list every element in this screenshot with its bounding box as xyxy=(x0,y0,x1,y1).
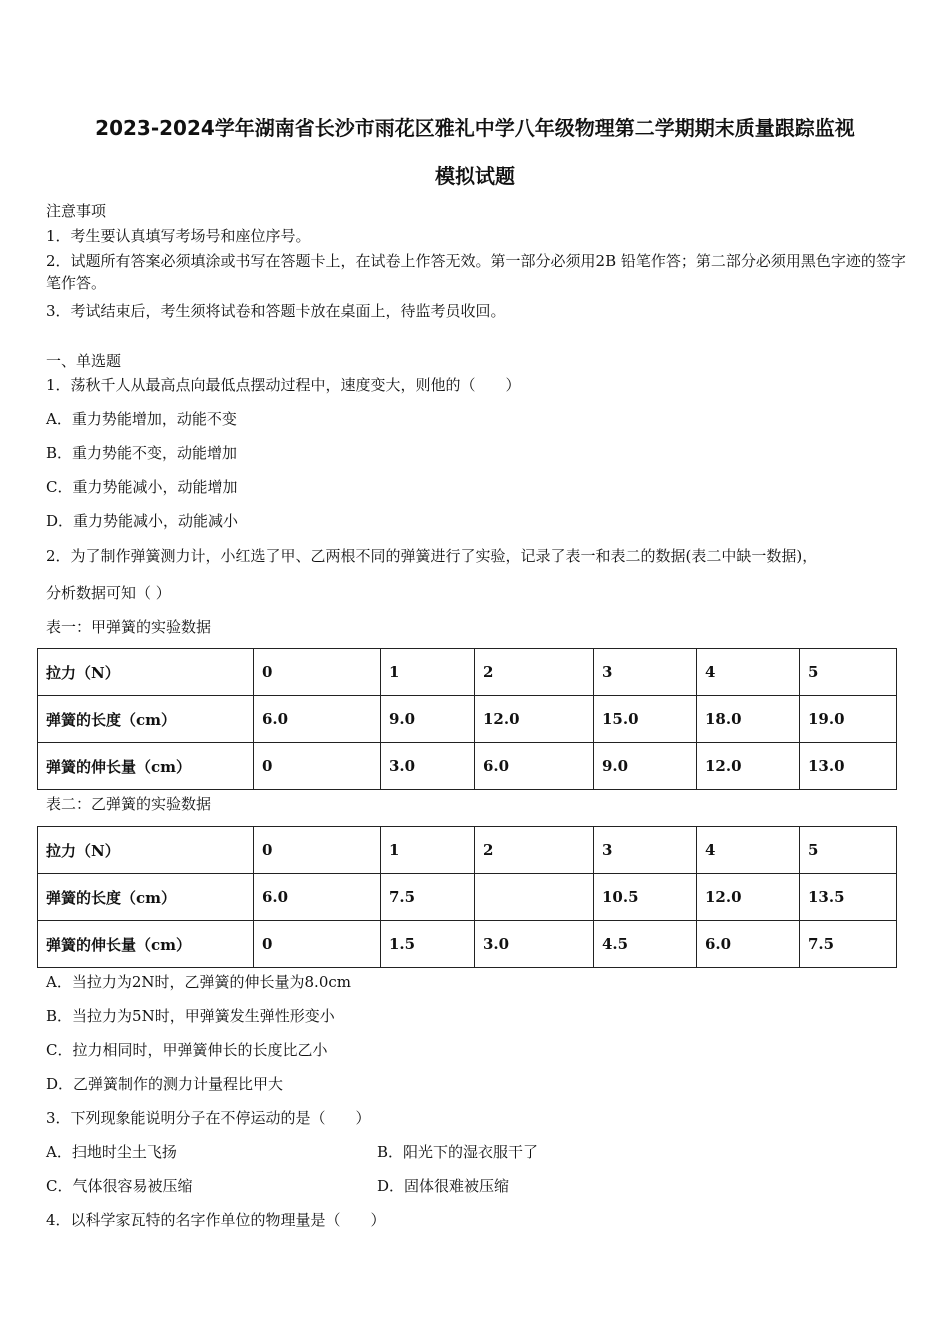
table-cell: 5 xyxy=(800,827,897,874)
table-cell: 弹簧的长度（cm） xyxy=(38,874,254,921)
table-cell: 6.0 xyxy=(254,874,381,921)
table-cell: 13.0 xyxy=(800,743,897,790)
table-cell: 12.0 xyxy=(697,874,800,921)
table-cell: 拉力（N） xyxy=(38,827,254,874)
table-cell: 弹簧的伸长量（cm） xyxy=(38,921,254,968)
table-cell: 0 xyxy=(254,649,381,696)
table-cell: 4 xyxy=(697,649,800,696)
table-row xyxy=(38,743,897,790)
question-3-stem: 3．下列现象能说明分子在不停运动的是（ ） xyxy=(46,1109,371,1127)
table-row xyxy=(38,696,897,743)
page-title-line2: 模拟试题 xyxy=(435,164,515,188)
table-cell: 6.0 xyxy=(254,696,381,743)
table-cell: 7.5 xyxy=(381,874,475,921)
table-cell xyxy=(475,874,594,921)
table-cell: 2 xyxy=(475,827,594,874)
table-cell: 10.5 xyxy=(594,874,697,921)
table1 xyxy=(37,648,897,790)
question-1-option-b: B．重力势能不变，动能增加 xyxy=(46,444,238,462)
question-2-option-c: C．拉力相同时，甲弹簧伸长的长度比乙小 xyxy=(46,1041,328,1059)
table-cell: 0 xyxy=(254,743,381,790)
table-cell: 9.0 xyxy=(381,696,475,743)
table-cell: 12.0 xyxy=(475,696,594,743)
question-2-stem-line1: 2．为了制作弹簧测力计，小红选了甲、乙两根不同的弹簧进行了实验，记录了表一和表二的数据(表二中缺一数据)， xyxy=(46,547,818,565)
question-3-option-b: B．阳光下的湿衣服干了 xyxy=(377,1143,539,1161)
table-cell: 19.0 xyxy=(800,696,897,743)
table-cell: 0 xyxy=(254,827,381,874)
question-2-option-d: D．乙弹簧制作的测力计量程比甲大 xyxy=(46,1075,284,1093)
question-4-stem: 4．以科学家瓦特的名字作单位的物理量是（ ） xyxy=(46,1211,386,1229)
table-cell: 12.0 xyxy=(697,743,800,790)
question-3-option-a: A．扫地时尘土飞扬 xyxy=(46,1143,177,1161)
question-1-stem: 1．荡秋千人从最高点向最低点摆动过程中，速度变大，则他的（ ） xyxy=(46,376,521,394)
table-cell: 6.0 xyxy=(475,743,594,790)
question-1-option-c: C．重力势能减小，动能增加 xyxy=(46,478,238,496)
table-row xyxy=(38,874,897,921)
table-cell: 3.0 xyxy=(475,921,594,968)
table-cell: 18.0 xyxy=(697,696,800,743)
page-title-line1: 2023-2024学年湖南省长沙市雨花区雅礼中学八年级物理第二学期期末质量跟踪监视 xyxy=(95,116,855,140)
table-cell: 2 xyxy=(475,649,594,696)
table-cell: 3.0 xyxy=(381,743,475,790)
notice-item-2: 2．试题所有答案必须填涂或书写在答题卡上，在试卷上作答无效。第一部分必须用2B 铅笔作答；第二部分必须用黑色字迹的签字笔作答。 xyxy=(46,252,906,292)
table-cell: 0 xyxy=(254,921,381,968)
table-cell: 1 xyxy=(381,827,475,874)
table-cell: 13.5 xyxy=(800,874,897,921)
question-2-stem-line2: 分析数据可知（ ） xyxy=(46,584,171,602)
table1-caption: 表一：甲弹簧的实验数据 xyxy=(46,618,212,636)
section-heading: 一、单选题 xyxy=(46,352,122,370)
notice-item-3: 3．考试结束后，考生须将试卷和答题卡放在桌面上，待监考员收回。 xyxy=(46,302,506,320)
table-cell: 4 xyxy=(697,827,800,874)
table-cell: 1 xyxy=(381,649,475,696)
notice-item-1: 1．考生要认真填写考场号和座位序号。 xyxy=(46,227,311,245)
table2-caption: 表二：乙弹簧的实验数据 xyxy=(46,795,212,813)
question-3-option-d: D．固体很难被压缩 xyxy=(377,1177,510,1195)
table-cell: 15.0 xyxy=(594,696,697,743)
table-cell: 拉力（N） xyxy=(38,649,254,696)
table-row xyxy=(38,921,897,968)
table-cell: 7.5 xyxy=(800,921,897,968)
table-cell: 5 xyxy=(800,649,897,696)
question-1-option-a: A．重力势能增加，动能不变 xyxy=(46,410,237,428)
table-row xyxy=(38,649,897,696)
question-2-option-b: B．当拉力为5N时，甲弹簧发生弹性形变小 xyxy=(46,1007,335,1025)
notice-heading: 注意事项 xyxy=(46,202,107,220)
table2 xyxy=(37,826,897,968)
question-1-option-d: D．重力势能减小，动能减小 xyxy=(46,512,239,530)
table-cell: 弹簧的伸长量（cm） xyxy=(38,743,254,790)
table-cell: 3 xyxy=(594,649,697,696)
table-cell: 9.0 xyxy=(594,743,697,790)
question-3-option-c: C．气体很容易被压缩 xyxy=(46,1177,193,1195)
table-cell: 6.0 xyxy=(697,921,800,968)
table-cell: 4.5 xyxy=(594,921,697,968)
table-row xyxy=(38,827,897,874)
table-cell: 3 xyxy=(594,827,697,874)
table-cell: 弹簧的长度（cm） xyxy=(38,696,254,743)
question-2-option-a: A．当拉力为2N时，乙弹簧的伸长量为8.0cm xyxy=(46,973,351,991)
table-cell: 1.5 xyxy=(381,921,475,968)
